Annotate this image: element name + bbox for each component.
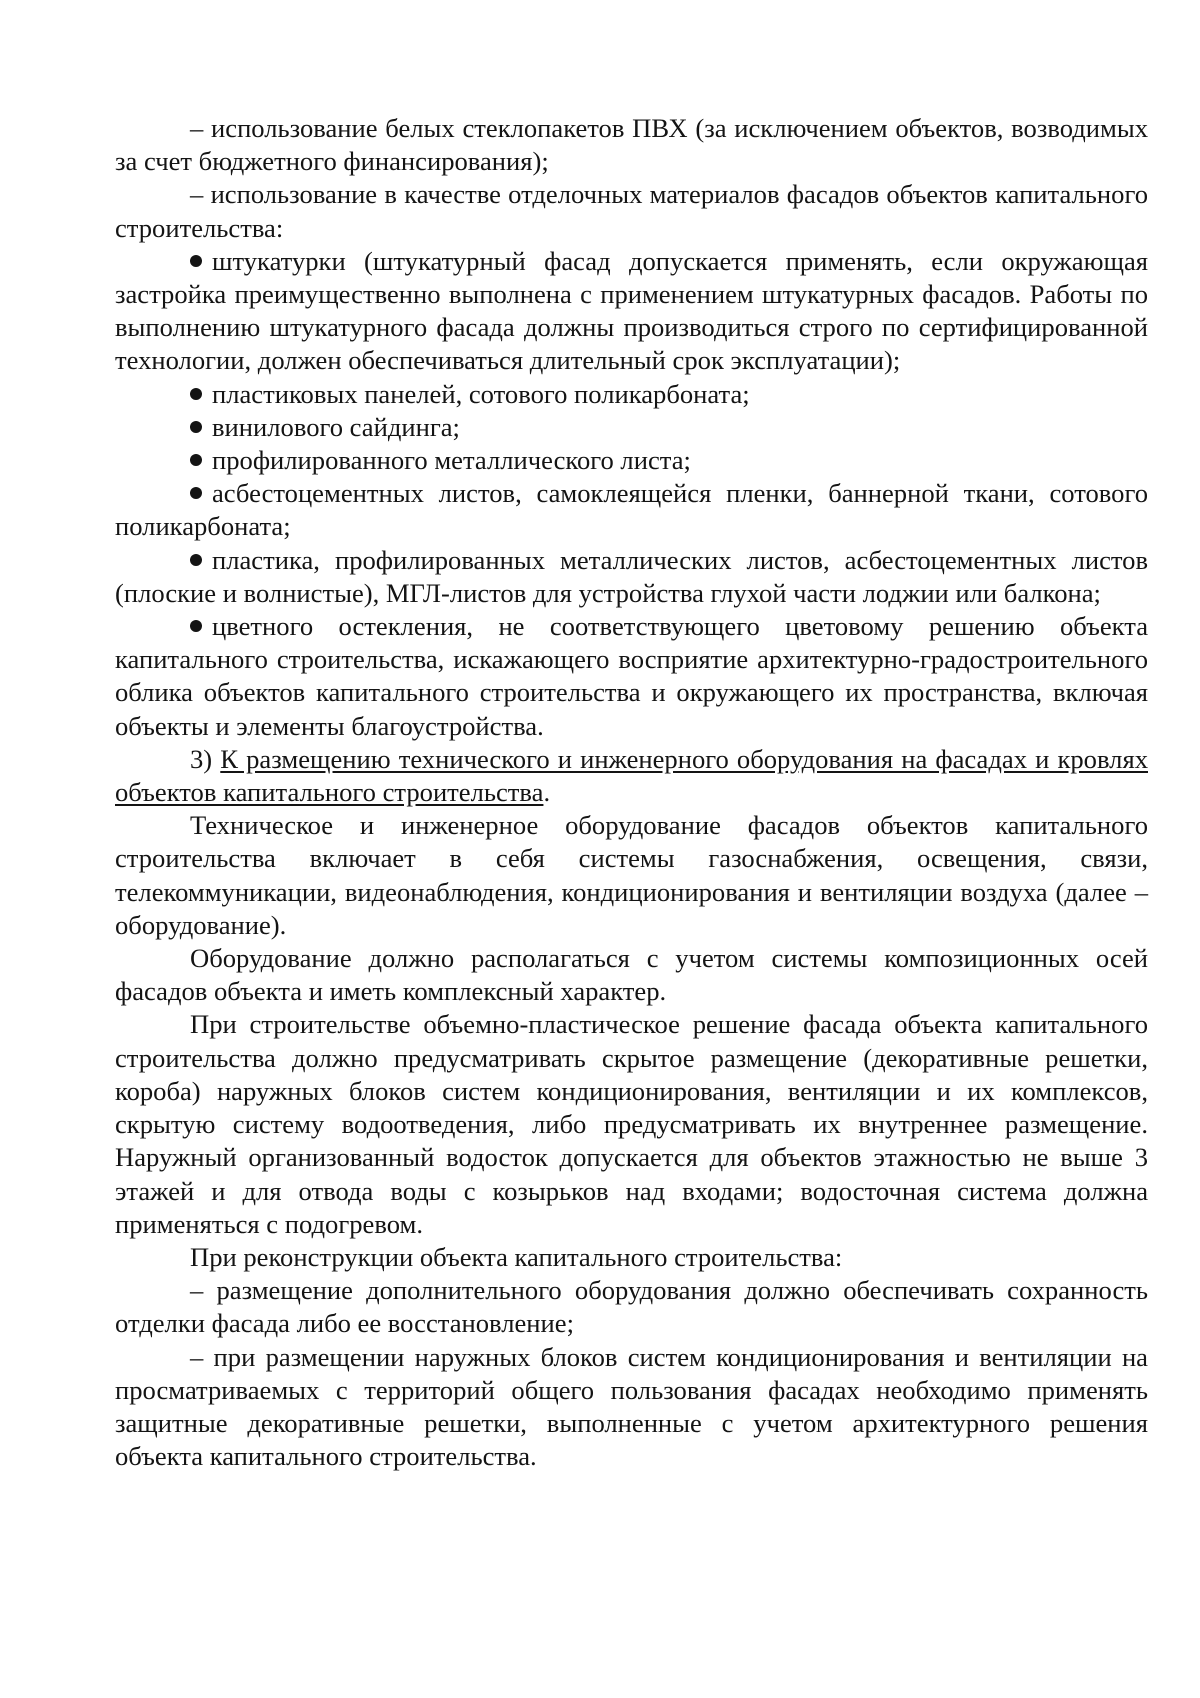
bullet-text: профилированного металлического листа;: [212, 445, 691, 476]
document-page: [115, 112, 1148, 1473]
paragraph-dash-additional-equipment: – размещение дополнительного оборудования должно обеспечивать сохранность отделки фасада либо ее восстановление;: [115, 1275, 1148, 1339]
paragraph-dash-external-units: – при размещении наружных блоков систем кондиционирования и вентиляции на просматриваемых с территорий общего пользования фасадах необходимо применять защитные декоративные решетки, выполненные с учетом архитектурного решения объекта капитального строительства.: [115, 1341, 1148, 1472]
paragraph-construction: При строительстве объемно-пластическое решение фасада объекта капитального строительства должно предусматривать скрытое размещение (декоративные решетки, короба) наружных блоков систем кондиционирования, вентиляции и их комплексов, скрытую систему водоотведения, либо предусматривать их внутреннее размещение. Наружный организованный водосток допускается для объектов этажностью не выше 3 этажей и для отвода воды с козырьков над входами; водосточная система должна применяться с подогревом.: [115, 1009, 1148, 1239]
bullet-item: [115, 245, 1148, 378]
bullet-icon: [190, 454, 202, 466]
bullet-text: цветного остекления, не соответствующего цветовому решению объекта капитального строительства, искажающего восприятие архитектурно-градостроительного облика объектов капитального строительства и окружающего их пространства, включая объекты и элементы благоустройства.: [115, 611, 1148, 741]
bullet-icon: [190, 620, 202, 632]
bullet-item: [115, 378, 1148, 411]
paragraph-reconstruction: При реконструкции объекта капитального строительства:: [190, 1241, 843, 1272]
paragraph-equipment-placement: Оборудование должно располагаться с учетом системы композиционных осей фасадов объекта и иметь комплексный характер.: [115, 943, 1148, 1007]
section-title: К размещению технического и инженерного оборудования на фасадах и кровлях объектов капитального строительства: [115, 743, 1148, 808]
bullet-text: асбестоцементных листов, самоклеящейся пленки, баннерной ткани, сотового поликарбоната;: [115, 478, 1148, 542]
paragraph-dash-pvc: – использование белых стеклопакетов ПВХ (за исключением объектов, возводимых за счет бюджетного финансирования);: [115, 113, 1148, 177]
bullet-item: [115, 444, 1148, 477]
bullet-item: [115, 411, 1148, 444]
bullet-text: пластиковых панелей, сотового поликарбоната;: [212, 378, 750, 409]
bullet-icon: [190, 255, 202, 267]
bullet-item: [115, 477, 1148, 543]
bullet-text: штукатурки (штукатурный фасад допускается применять, если окружающая застройка преимущественно выполнена с применением штукатурных фасадов. Работы по выполнению штукатурного фасада должны производиться строго по сертифицированной технологии, должен обеспечиваться длительный срок эксплуатации);: [115, 245, 1148, 376]
section-title-tail: .: [543, 777, 551, 808]
bullet-item: [115, 544, 1148, 610]
bullet-icon: [190, 388, 202, 400]
bullet-text: пластика, профилированных металлических листов, асбестоцементных листов (плоские и волнистые), МГЛ-листов для устройства глухой части лоджии или балкона;: [115, 544, 1148, 608]
section-heading: [115, 743, 1148, 809]
bullet-icon: [190, 554, 202, 566]
paragraph-dash-materials: – использование в качестве отделочных материалов фасадов объектов капитального строительства:: [115, 179, 1148, 243]
paragraph-equipment-definition: Техническое и инженерное оборудование фасадов объектов капитального строительства включает в себя системы газоснабжения, освещения, связи, телекоммуникации, видеонаблюдения, кондиционирования и вентиляции воздуха (далее – оборудование).: [115, 810, 1148, 940]
bullet-icon: [190, 487, 202, 499]
bullet-icon: [190, 421, 202, 433]
bullet-item: [115, 610, 1148, 743]
section-number: 3): [190, 743, 213, 774]
bullet-text: винилового сайдинга;: [212, 411, 460, 442]
